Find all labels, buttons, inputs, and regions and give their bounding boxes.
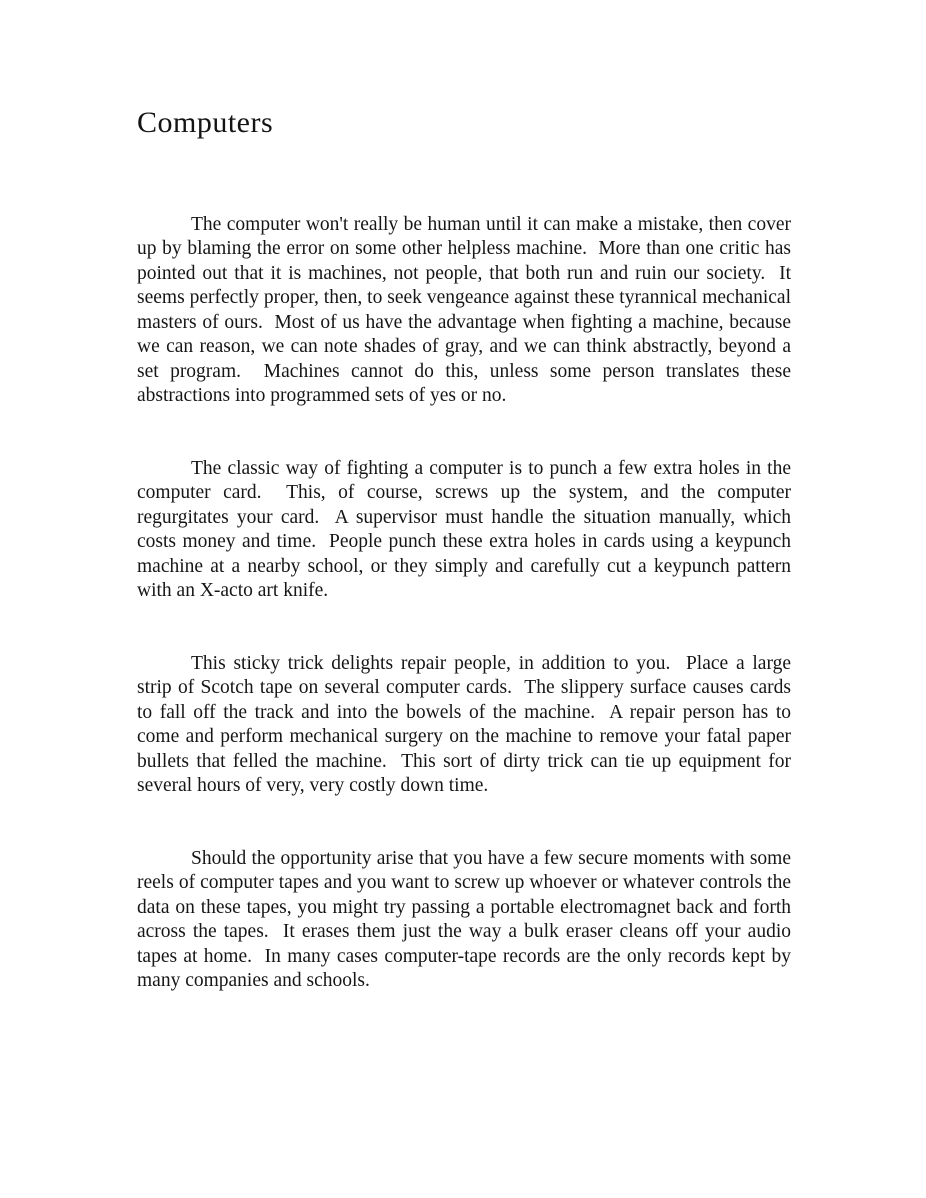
paragraph: The computer won't really be human until it can make a mistake, then cover up by blaming the error on some other helpless machine. More than one critic has pointed out that it is machines, not people, that both run and ruin our society. It seems perfectly proper, then, to seek vengeance against these tyrannical mechanical masters of ours. Most of us have the advantage when fighting a machine, because we can reason, we can note shades of gray, and we can think abstractly, beyond a set program. Machines cannot do this, unless some person translates these abstractions into programmed sets of yes or no. — [137, 213, 791, 406]
page-title: Computers — [137, 106, 274, 139]
document-body — [137, 213, 791, 994]
paragraph: Should the opportunity arise that you have a few secure moments with some reels of computer tapes and you want to screw up whoever or whatever controls the data on these tapes, you might try passing a portable electromagnet back and forth across the tapes. It erases them just the way a bulk eraser cleans off your audio tapes at home. In many cases computer-tape records are the only records kept by many companies and schools. — [137, 847, 791, 991]
paragraph: This sticky trick delights repair people, in addition to you. Place a large strip of Scotch tape on several computer cards. The slippery surface causes cards to fall off the track and into the bowels of the machine. A repair person has to come and perform mechanical surgery on the machine to remove your fatal paper bullets that felled the machine. This sort of dirty trick can tie up equipment for several hours of very, very costly down time. — [137, 652, 791, 796]
paragraph: The classic way of fighting a computer is to punch a few extra holes in the computer card. This, of course, screws up the system, and the computer regurgitates your card. A supervisor must handle the situation manually, which costs money and time. People punch these extra holes in cards using a keypunch machine at a nearby school, or they simply and carefully cut a keypunch pattern with an X-acto art knife. — [137, 457, 791, 601]
